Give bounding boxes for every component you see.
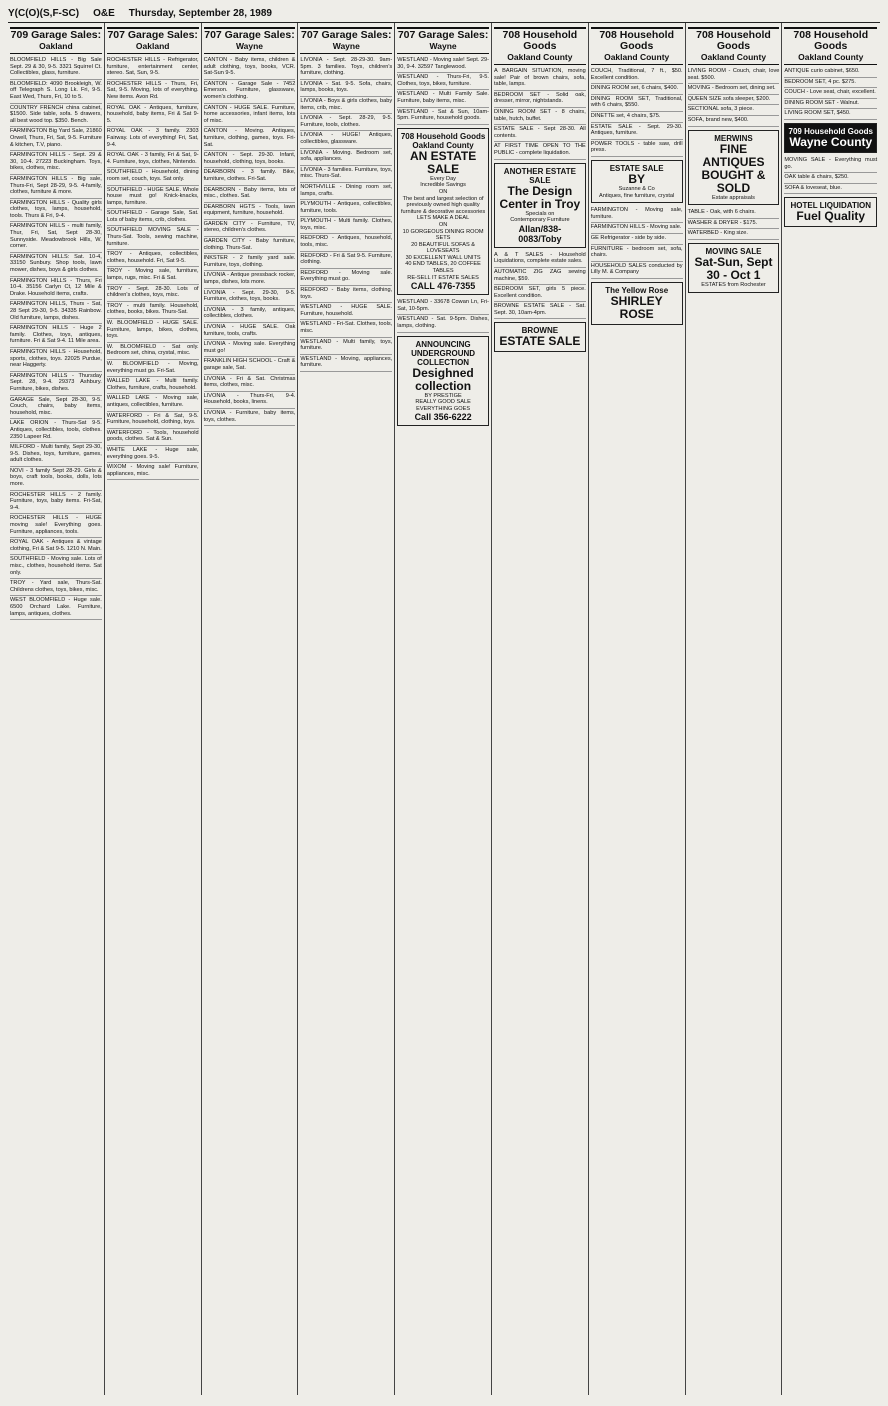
page-folio [8, 4, 880, 23]
display-ad [494, 163, 586, 248]
classified-ad: FARMINGTON HILLS - Thurs, Fri 10-4. 35156 Carlyn Ct, 12 Mile & Drake. Household items, crafts. [10, 277, 102, 301]
classified-ad: WESTLAND - Sat. 9-5pm. Dishes, lamps, clothing. [397, 315, 489, 332]
classified-column [782, 23, 879, 1395]
display-ad-title: ESTATE SALE [609, 163, 664, 173]
classified-ad: NORTHVILLE - Dining room set, lamps, crafts. [300, 183, 392, 200]
classified-ad: BLOOMFIELD HILLS - Big Sale Sept. 29 & 30, 9-5. 3321 Squirrel Ct. Collectibles, glass, furniture. [10, 56, 102, 80]
classified-ad: COUCH, Traditional, 7 ft., $50. Excellent condition. [591, 67, 683, 84]
display-ad-title: The Yellow Rose [605, 285, 669, 295]
classified-ad: CANTON - Garage Sale - 7452 Emerson. Furniture, glassware, women's clothing. [204, 80, 296, 104]
classified-ad: ROCHESTER HILLS - Thurs, Fri, Sat, 9-5. Moving, lots of everything. New items. Avon Rd. [107, 80, 199, 104]
display-ad [397, 128, 489, 296]
classified-ad: BEDROOM SET - Solid oak, dresser, mirror, nightstands. [494, 91, 586, 108]
classified-ad: A & T SALES - Household Liquidations, complete estate sales. [494, 251, 586, 268]
display-ad-line: 10 GORGEOUS DINING ROOM SETS [402, 228, 484, 242]
section-title: 707 Garage Sales: [301, 29, 392, 41]
classified-ad: FARMINGTON HILLS - Moving sale. [591, 223, 683, 234]
classified-ad: LIVING ROOM SET, $450. [784, 109, 877, 120]
display-ad [591, 282, 683, 325]
display-ad-line: ON [438, 188, 448, 195]
classified-ad: OAK table & chairs, $250. [784, 173, 877, 184]
classified-ad: LIVONIA - HUGE SALE. Oak furniture, tools, crafts. [204, 323, 296, 340]
classified-column [202, 23, 299, 1395]
classified-ad: BROWNE ESTATE SALE - Sat. Sept. 30, 10am-4pm. [494, 302, 586, 319]
display-ad [688, 243, 780, 293]
classified-ad: CANTON - Moving. Antiques, furniture, clothing, games, toys. Fri-Sat. [204, 127, 296, 151]
folio-paper: O&E [93, 7, 115, 19]
display-ad-title: 708 Household Goods Oakland County [400, 131, 486, 150]
classified-ad: REDFORD - Baby items, clothing, toys. [300, 286, 392, 303]
classified-column [589, 23, 686, 1395]
display-ad [591, 160, 683, 203]
classified-ad: WESTLAND - 33678 Cowan Ln, Fri-Sat, 10-5pm. [397, 298, 489, 315]
display-ad-line: Incredible Savings [420, 182, 466, 189]
classified-column [8, 23, 105, 1395]
classified-ad: LIVONIA - Boys & girls clothes, baby items, crib, misc. [300, 97, 392, 114]
classified-ad: LIVONIA - Moving sale. Everything must go! [204, 340, 296, 357]
classified-ad: MOVING SALE - Everything must go. [784, 156, 877, 173]
classified-ad: DINING ROOM SET - Walnut. [784, 99, 877, 110]
classified-ad: DEARBORN - 3 family. Bike, furniture, clothes. Fri-Sat. [204, 168, 296, 185]
classified-ad: BEDROOM SET, 4 pc. $275. [784, 78, 877, 89]
classified-ad: FARMINGTON HILLS - Thursday Sept. 28, 9-4. 29373 Ashbury. Furniture, bikes, dishes. [10, 372, 102, 396]
classified-ad: WESTLAND - Fri-Sat. Clothes, tools, misc. [300, 320, 392, 337]
display-ad-line: Antiques, fine furniture, crystal [599, 192, 675, 199]
display-ad-title: BROWNE [521, 326, 559, 336]
classified-ad: FARMINGTON HILLS: Sat. 10-4, 33150 Sunbury. Shop tools, lawn mower, dishes, boys & girls clothes. [10, 253, 102, 277]
display-ad-line: 40 END TABLES, 20 COFFEE TABLES [405, 261, 481, 275]
classified-ad: WASHER & DRYER - $175. [688, 219, 780, 230]
classified-ad: FARMINGTON Big Yard Sale, 21860 Orwell, Thurs, Fri, Sat, 9-5. Furniture & kitchen, T.V, piano. [10, 127, 102, 151]
classified-ad: ESTATE SALE - Sept. 29-30. Antiques, furniture. [591, 123, 683, 140]
classified-ad: LIVONIA - 3 family, antiques, collectibles, clothes. [204, 306, 296, 323]
classified-ad: WATERFORD - Fri & Sat, 9-5. Furniture, household, clothing, toys. [107, 412, 199, 429]
classified-ad: WALLED LAKE - Multi family. Clothes, furniture, crafts, household. [107, 377, 199, 394]
display-ad-line: LETS MAKE A DEAL [416, 215, 470, 222]
classified-ad: INKSTER - 2 family yard sale. Furniture, toys, clothing. [204, 254, 296, 271]
classified-ad: ROYAL OAK - Antiques, furniture, household, baby items, Fri & Sat 9-5. [107, 104, 199, 128]
classified-ad: TROY - Yard sale, Thurs-Sat. Childrens clothes, toys, bikes, misc. [10, 579, 102, 596]
classified-ad: DINING ROOM set, 6 chairs, $400. [591, 84, 683, 95]
classified-ad: BLOOMFIELD: 4090 Brookleigh, W. off Telegraph S. Long Lk. Fri, 9-5. East Wed, Thurs, Fri, 10 to 5. [10, 80, 102, 104]
classified-ad: MILFORD - Multi family, Sept 29-30, 9-5. Dishes, toys, furniture, games, adult clothes. [10, 443, 102, 467]
classified-ad: ANTIQUE curio cabinet, $650. [784, 67, 877, 78]
classified-column [298, 23, 395, 1395]
section-subtitle: Oakland County [604, 52, 670, 62]
classified-ad: DINING ROOM SET - 8 chairs, table, hutch, buffet. [494, 108, 586, 125]
classified-ad: LIVONIA - Antique pressback rocker, lamps, dishes, lots more. [204, 271, 296, 288]
display-ad-line: Suzanne & Co [618, 185, 655, 192]
classified-ad: WIXOM - Moving sale! Furniture, appliances, misc. [107, 463, 199, 480]
classified-ad: TROY - Sept. 28-30. Lots of children's clothes, toys, misc. [107, 285, 199, 302]
classified-ad: SOFA, brand new, $400. [688, 116, 780, 127]
folio-code: Y(C(O)(S,F-SC) [8, 7, 80, 19]
display-ad-line: 30 EXCELLENT WALL UNITS [405, 254, 481, 261]
classified-ad: CANTON - Sept. 29-30. Infant, household, clothing, toys, books. [204, 151, 296, 168]
classified-ad: FARMINGTON - Moving sale, furniture. [591, 206, 683, 223]
display-ad-line: Desighned collection [412, 365, 474, 393]
classified-ad: DEARBORN HGTS - Tools, lawn equipment, furniture, household. [204, 203, 296, 220]
classified-ad: DINETTE set, 4 chairs, $75. [591, 112, 683, 123]
section-title: 707 Garage Sales: [204, 29, 295, 41]
classified-ad: MOVING - Bedroom set, dining set. [688, 84, 780, 95]
display-ad-line: AN ESTATE SALE [409, 148, 477, 176]
classified-ad: W. BLOOMFIELD - Sat only. Bedroom set, china, crystal, misc. [107, 343, 199, 360]
section-subtitle: Wayne [332, 41, 360, 51]
classified-ad: COUNTRY FRENCH china cabinet, $1500. Side table, sofa. 5 drawers, all best wood top. $350. Bench. [10, 104, 102, 128]
section-subtitle: Oakland [135, 41, 170, 51]
display-ad-title: HOTEL LIQUIDATION [790, 201, 872, 211]
classified-column [105, 23, 202, 1395]
display-ad-line: REALLY GOOD SALE [415, 399, 471, 406]
classified-ad: FARMINGTON HILLS - Sept. 29 & 30, 10-4. 27223 Buckingham. Toys, bikes, clothes, misc. [10, 151, 102, 175]
classified-ad: DINING ROOM SET, Traditional, with 6 chairs, $550. [591, 95, 683, 112]
section-header [688, 27, 780, 65]
display-ad-phone: Allan/838-0083/Toby [518, 223, 562, 244]
section-title: 708 Household Goods [502, 29, 578, 52]
classified-ad: GARAGE Sale, Sept 28-30, 9-5. Couch, chairs, baby items, household, misc. [10, 396, 102, 420]
classified-ad: LIVONIA - HUGE! Antiques, collectibles, glassware. [300, 131, 392, 148]
classified-ad: QUEEN SIZE sofa sleeper, $200. [688, 95, 780, 106]
classified-ad: DEARBORN - Baby items, lots of misc., clothes. Sat. [204, 186, 296, 203]
classified-ad: GARDEN CITY - Furniture, TV, stereo, children's clothes. [204, 220, 296, 237]
classified-ad: TROY - multi family. Household, clothes, books, bikes. Thurs-Sat. [107, 302, 199, 319]
classified-ad: SOUTHFIELD MOVING SALE - Thurs-Sat. Tools, sewing machine, furniture. [107, 226, 199, 250]
classified-ad: LIVONIA - Thurs-Fri, 9-4. Household, books, linens. [204, 392, 296, 409]
classified-ad: FARMINGTON HILLS - Huge 2 family. Clothes, toys, antiques, furniture. Fri & Sat 9-4. 11 Mile area. [10, 324, 102, 348]
classified-ad: SOFA & loveseat, blue. [784, 184, 877, 195]
section-header [10, 27, 102, 54]
classified-ad: WESTLAND - Thurs-Fri, 9-5. Clothes, toys, bikes, furniture. [397, 73, 489, 90]
section-title: 708 Household Goods [599, 29, 675, 52]
display-ad-title: ANNOUNCING UNDERGROUND COLLECTION [411, 339, 476, 367]
classified-ad: ROCHESTER HILLS - Refrigerator, furniture, entertainment center, stereo. Sat, Sun, 9-5. [107, 56, 199, 80]
classified-ad: LIVONIA - Sept. 28-29, 9-5. Furniture, tools, clothes. [300, 114, 392, 131]
classified-ad: W. BLOOMFIELD - Moving, everything must go. Fri-Sat. [107, 360, 199, 377]
display-ad-line: Every Day [430, 175, 456, 182]
classified-ad: WESTLAND - HUGE SALE. Furniture, household. [300, 303, 392, 320]
display-ad [688, 130, 780, 206]
display-ad-line: The Design Center in Troy [499, 183, 581, 211]
display-ad-line: Sat-Sun, Sept 30 - Oct 1 [694, 254, 773, 282]
classified-ad: HOUSEHOLD SALES conducted by Lilly M. & Company [591, 262, 683, 279]
classified-ad: NOVI - 3 family Sept 28-29. Girls & boys, craft tools, books, dolls, lots more. [10, 467, 102, 491]
classified-ad: CANTON - HUGE SALE. Furniture, home accessories, infant items, lots of misc. [204, 104, 296, 128]
classified-ad: AUTOMATIC ZIG ZAG sewing machine, $59. [494, 268, 586, 285]
section-subtitle: Oakland County [798, 52, 864, 62]
section-subtitle: Oakland County [507, 52, 573, 62]
display-ad-phone: Call 356-6222 [414, 412, 472, 423]
section-header [494, 27, 586, 65]
classified-ad: WESTLAND - Moving, appliances, furniture. [300, 355, 392, 372]
display-ad-line: SHIRLEY ROSE [610, 293, 663, 321]
classified-ad: LIVONIA - Sept. 29-30, 9-5. Furniture, clothes, toys, books. [204, 289, 296, 306]
classified-ad: WESTLAND - Moving sale! Sept. 29-30, 9-4. 32597 Tanglewood. [397, 56, 489, 73]
classified-ad: FARMINGTON HILLS, Thurs - Sat, 28 Sept 29-30, 9-5. 34335 Rainbow. Old furniture, lamps, dishes. [10, 300, 102, 324]
classified-ad: ESTATE SALE - Sept 28-30. All contents. [494, 125, 586, 142]
newspaper-page [8, 4, 880, 1396]
classified-columns [8, 23, 880, 1395]
classified-ad: GE Refrigerator - side by side. [591, 234, 683, 245]
classified-ad: LIVONIA - Moving. Bedroom set, sofa, appliances. [300, 149, 392, 166]
display-ad-line: EVERYTHING GOES [416, 405, 471, 412]
display-ad [784, 123, 877, 153]
classified-column [686, 23, 783, 1395]
classified-ad: LAKE ORION - Thurs-Sat 9-5. Antiques, collectibles, tools, clothes. 2350 Lapeer Rd. [10, 419, 102, 443]
section-title: 707 Garage Sales: [107, 29, 198, 41]
display-ad-title: ANOTHER ESTATE SALE [503, 166, 576, 185]
display-ad-line: Wayne County [789, 134, 873, 149]
classified-ad: FURNITURE - bedroom set, sofa, chairs. [591, 245, 683, 262]
classified-ad: REDFORD - Moving sale. Everything must go. [300, 269, 392, 286]
classified-ad: A BARGAIN SITUATION, moving sale! Pair of brown chairs, sofa, table, lamps. [494, 67, 586, 91]
display-ad-title: MERWINS [714, 133, 753, 143]
section-header [204, 27, 296, 54]
classified-ad: FARMINGTON HILLS - multi family, Thur, Fri, Sat, Sept 28-30, Sunnyside. Meadowbrook Hills, W. corner. [10, 222, 102, 252]
display-ad [784, 197, 877, 227]
display-ad-line: RE-SELL IT ESTATE SALES [407, 274, 479, 281]
display-ad-title: MOVING SALE [705, 246, 762, 256]
display-ad-line: FINE ANTIQUES BOUGHT & SOLD [701, 141, 766, 195]
classified-ad: WATERBED - King size. [688, 229, 780, 240]
classified-ad: FARMINGTON HILLS - Quality girls clothes, toys, lamps, household, tools. Thurs & Fri, 9-4. [10, 199, 102, 223]
section-header [784, 27, 877, 65]
classified-column [395, 23, 492, 1395]
classified-ad: COUCH - Love seat, chair, excellent. [784, 88, 877, 99]
classified-ad: FARMINGTON HILLS - Household, sports, clothes, toys. 22025 Purdue, near Haggerty. [10, 348, 102, 372]
classified-ad: SOUTHFIELD - Garage Sale, Sat. Lots of baby items, crib, clothes. [107, 209, 199, 226]
display-ad-line: The best and largest selection of previously owned high quality furniture & decorative accessories [400, 195, 486, 215]
section-header [591, 27, 683, 65]
classified-ad: SOUTHFIELD - Moving sale. Lots of misc., clothes, household items. Sat only. [10, 555, 102, 579]
classified-ad: POWER TOOLS - table saw, drill press. [591, 140, 683, 157]
classified-column [492, 23, 589, 1395]
classified-ad: LIVONIA - 3 families. Furniture, toys, misc. Thurs-Sat. [300, 166, 392, 183]
classified-ad: WALLED LAKE - Moving sale, antiques, collectibles, furniture. [107, 394, 199, 411]
classified-ad: TROY - Antiques, collectibles, clothes, household. Fri, Sat 9-5. [107, 250, 199, 267]
section-header [300, 27, 392, 54]
classified-ad: TROY - Moving sale, furniture, lamps, rugs, misc. Fri & Sat. [107, 267, 199, 284]
classified-ad: LIVONIA - Fri & Sat. Christmas items, clothes, misc. [204, 375, 296, 392]
section-title: 708 Household Goods [696, 29, 771, 52]
classified-ad: SECTIONAL sofa, 3 piece. [688, 105, 780, 116]
classified-ad: CANTON - Baby items, children & adult clothing, toys, books, VCR. Sat-Sun 9-5. [204, 56, 296, 80]
display-ad-line: ESTATE SALE [499, 334, 581, 349]
classified-ad: WESTLAND - Sat & Sun, 10am-5pm. Furniture, household goods. [397, 108, 489, 125]
classified-ad: FRANKLIN HIGH SCHOOL - Craft & garage sale, Sat. [204, 357, 296, 374]
classified-ad: PLYMOUTH - Antiques, collectibles, furniture, tools. [300, 200, 392, 217]
classified-ad: REDFORD - Antiques, household, tools, misc. [300, 234, 392, 251]
classified-ad: WEST BLOOMFIELD - Huge sale. 6500 Orchard Lake. Furniture, lamps, antiques, clothes. [10, 596, 102, 620]
classified-ad: SOUTHFIELD - Household, dining room set, couch, toys. Sat only. [107, 168, 199, 185]
classified-ad: SOUTHFIELD - HUGE SALE. Whole house must go! Knick-knacks, lamps, furniture. [107, 186, 199, 210]
classified-ad: REDFORD - Fri & Sat 9-5. Furniture, clothing. [300, 252, 392, 269]
classified-ad: ROCHESTER HILLS - 2 family. Furniture, toys, baby items. Fri-Sat, 9-4. [10, 491, 102, 515]
section-title: 709 Garage Sales: [10, 29, 102, 41]
classified-ad: WESTLAND - Multi family, toys, furniture. [300, 338, 392, 355]
display-ad-line: 20 BEAUTIFUL SOFAS & LOVESEATS [411, 241, 475, 255]
display-ad-title: 709 Household Goods [788, 126, 873, 136]
classified-ad: WHITE LAKE - Huge sale, everything goes. 9-5. [107, 446, 199, 463]
display-ad-phone: CALL 476-7355 [410, 281, 476, 292]
display-ad-line: Specials on [525, 210, 555, 217]
section-subtitle: Wayne [235, 41, 264, 51]
classified-ad: FARMINGTON HILLS - Big sale, Thurs-Fri, Sept 28-29, 9-5. 4-family, clothes, furniture & more. [10, 175, 102, 199]
classified-ad: LIVONIA - Sat. 9-5. Sofa, chairs, lamps, books, toys. [300, 80, 392, 97]
classified-ad: BEDROOM SET, girls 5 piece. Excellent condition. [494, 285, 586, 302]
section-subtitle: Oakland County [700, 52, 767, 62]
classified-ad: W. BLOOMFIELD - HUGE SALE. Furniture, lamps, bikes, clothes, toys. [107, 319, 199, 343]
classified-ad: ROYAL OAK - Antiques & vintage clothing, Fri & Sat 9-5. 1210 N. Main. [10, 538, 102, 555]
classified-ad: LIVONIA - Furniture, baby items, toys, clothes. [204, 409, 296, 426]
display-ad-line: ESTATES from Rochester [701, 281, 766, 288]
classified-ad: ROYAL OAK - 3 family, Fri & Sat, 9-4. Furniture, toys, clothes, Nintendo. [107, 151, 199, 168]
display-ad-line: BY [628, 171, 646, 186]
classified-ad: GARDEN CITY - Baby furniture, clothing. Thurs-Sat. [204, 237, 296, 254]
section-subtitle: Wayne [429, 41, 457, 51]
display-ad-line: BY PRESTIGE [424, 392, 462, 399]
section-title: 708 Household Goods [793, 29, 869, 52]
classified-ad: ROCHESTER HILLS - HUGE moving sale! Everything goes. Furniture, appliances, tools. [10, 514, 102, 538]
display-ad-line: Fuel Quality [796, 209, 866, 224]
section-header [107, 27, 199, 54]
classified-ad: ROYAL OAK - 3 family. 2303 Fairway. Lots of everything! Fri, Sat, 9-4. [107, 127, 199, 151]
classified-ad: LIVONIA - Sept. 28-29-30. 9am-5pm. 3 families. Toys, children's furniture, clothing. [300, 56, 392, 80]
classified-ad: LIVING ROOM - Couch, chair, love seat. $500. [688, 67, 780, 84]
classified-ad: TABLE - Oak, with 6 chairs. [688, 208, 780, 219]
display-ad [494, 322, 586, 352]
classified-ad: AT FIRST TIME OPEN TO THE PUBLIC - complete liquidation. [494, 142, 586, 159]
section-header [397, 27, 489, 54]
section-subtitle: Oakland [39, 41, 73, 51]
folio-date: Thursday, September 28, 1989 [128, 7, 272, 19]
classified-ad: WATERFORD - Tools, household goods, clothes. Sat & Sun. [107, 429, 199, 446]
display-ad-line: Contemporary Furniture [510, 217, 570, 224]
classified-ad: WESTLAND - Multi Family Sale. Furniture, baby items, misc. [397, 90, 489, 107]
display-ad [397, 336, 489, 427]
section-title: 707 Garage Sales: [397, 29, 489, 41]
classified-ad: PLYMOUTH - Multi family. Clothes, toys, misc. [300, 217, 392, 234]
display-ad-line: Estate appraisals [712, 194, 755, 201]
display-ad-line: ON [438, 221, 448, 228]
